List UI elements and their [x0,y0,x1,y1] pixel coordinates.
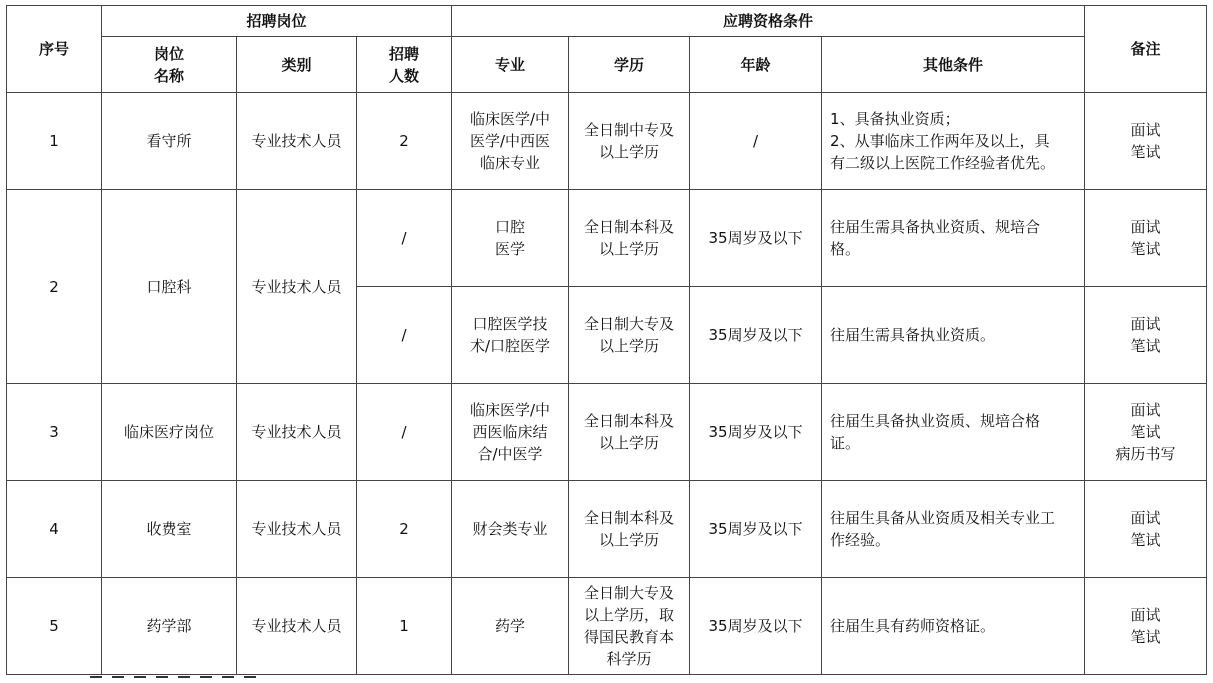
cell-education: 全日制中专及 以上学历 [569,93,690,190]
header-group-post: 招聘岗位 [102,6,452,37]
cell-remark: 面试 笔试 [1085,190,1207,287]
cell-age: 35周岁及以下 [690,190,822,287]
cell-age: 35周岁及以下 [690,578,822,675]
cell-other: 往届生需具备执业资质、规培合 格。 [822,190,1085,287]
cell-other: 1、具备执业资质； 2、从事临床工作两年及以上，具 有二级以上医院工作经验者优先。 [822,93,1085,190]
cell-category: 专业技术人员 [237,190,357,384]
header-age: 年龄 [690,37,822,93]
cell-count: / [357,384,452,481]
cropped-text-line [90,676,320,683]
cell-education: 全日制本科及 以上学历 [569,190,690,287]
cell-count: 2 [357,481,452,578]
cell-education: 全日制本科及 以上学历 [569,384,690,481]
cell-seq: 1 [7,93,102,190]
cell-post: 看守所 [102,93,237,190]
cell-other: 往届生具备从业资质及相关专业工 作经验。 [822,481,1085,578]
header-post-name: 岗位 名称 [102,37,237,93]
cell-post: 药学部 [102,578,237,675]
cell-remark: 面试 笔试 [1085,93,1207,190]
cell-count: / [357,287,452,384]
cell-category: 专业技术人员 [237,578,357,675]
table-row [7,384,1207,481]
cell-major: 财会类专业 [452,481,569,578]
header-group-requirements: 应聘资格条件 [452,6,1085,37]
recruitment-table [6,5,1207,675]
table-row [7,578,1207,675]
cell-education: 全日制大专及 以上学历，取 得国民教育本 科学历 [569,578,690,675]
cell-remark: 面试 笔试 [1085,481,1207,578]
cell-remark: 面试 笔试 [1085,287,1207,384]
cell-age: 35周岁及以下 [690,287,822,384]
cell-age: 35周岁及以下 [690,481,822,578]
cell-count: 2 [357,93,452,190]
table-row [7,93,1207,190]
cell-age: / [690,93,822,190]
cell-other: 往届生需具备执业资质。 [822,287,1085,384]
cell-other: 往届生具备执业资质、规培合格 证。 [822,384,1085,481]
cell-post: 临床医疗岗位 [102,384,237,481]
header-seq: 序号 [7,6,102,93]
cell-major: 口腔医学技 术/口腔医学 [452,287,569,384]
cell-major: 临床医学/中 医学/中西医 临床专业 [452,93,569,190]
cell-seq: 2 [7,190,102,384]
cell-remark: 面试 笔试 病历书写 [1085,384,1207,481]
header-count: 招聘 人数 [357,37,452,93]
cell-category: 专业技术人员 [237,384,357,481]
cell-major: 临床医学/中 西医临床结 合/中医学 [452,384,569,481]
cell-other: 往届生具有药师资格证。 [822,578,1085,675]
cell-age: 35周岁及以下 [690,384,822,481]
cell-post: 口腔科 [102,190,237,384]
cell-post: 收费室 [102,481,237,578]
cell-major: 药学 [452,578,569,675]
cell-education: 全日制本科及 以上学历 [569,481,690,578]
header-education: 学历 [569,37,690,93]
cell-education: 全日制大专及 以上学历 [569,287,690,384]
header-other: 其他条件 [822,37,1085,93]
cell-remark: 面试 笔试 [1085,578,1207,675]
cell-seq: 4 [7,481,102,578]
cell-category: 专业技术人员 [237,481,357,578]
cell-count: / [357,190,452,287]
cell-category: 专业技术人员 [237,93,357,190]
header-major: 专业 [452,37,569,93]
table-row [7,190,1207,287]
cell-seq: 3 [7,384,102,481]
cell-count: 1 [357,578,452,675]
header-remark: 备注 [1085,6,1207,93]
header-category: 类别 [237,37,357,93]
cell-seq: 5 [7,578,102,675]
table-row [7,481,1207,578]
cell-major: 口腔 医学 [452,190,569,287]
